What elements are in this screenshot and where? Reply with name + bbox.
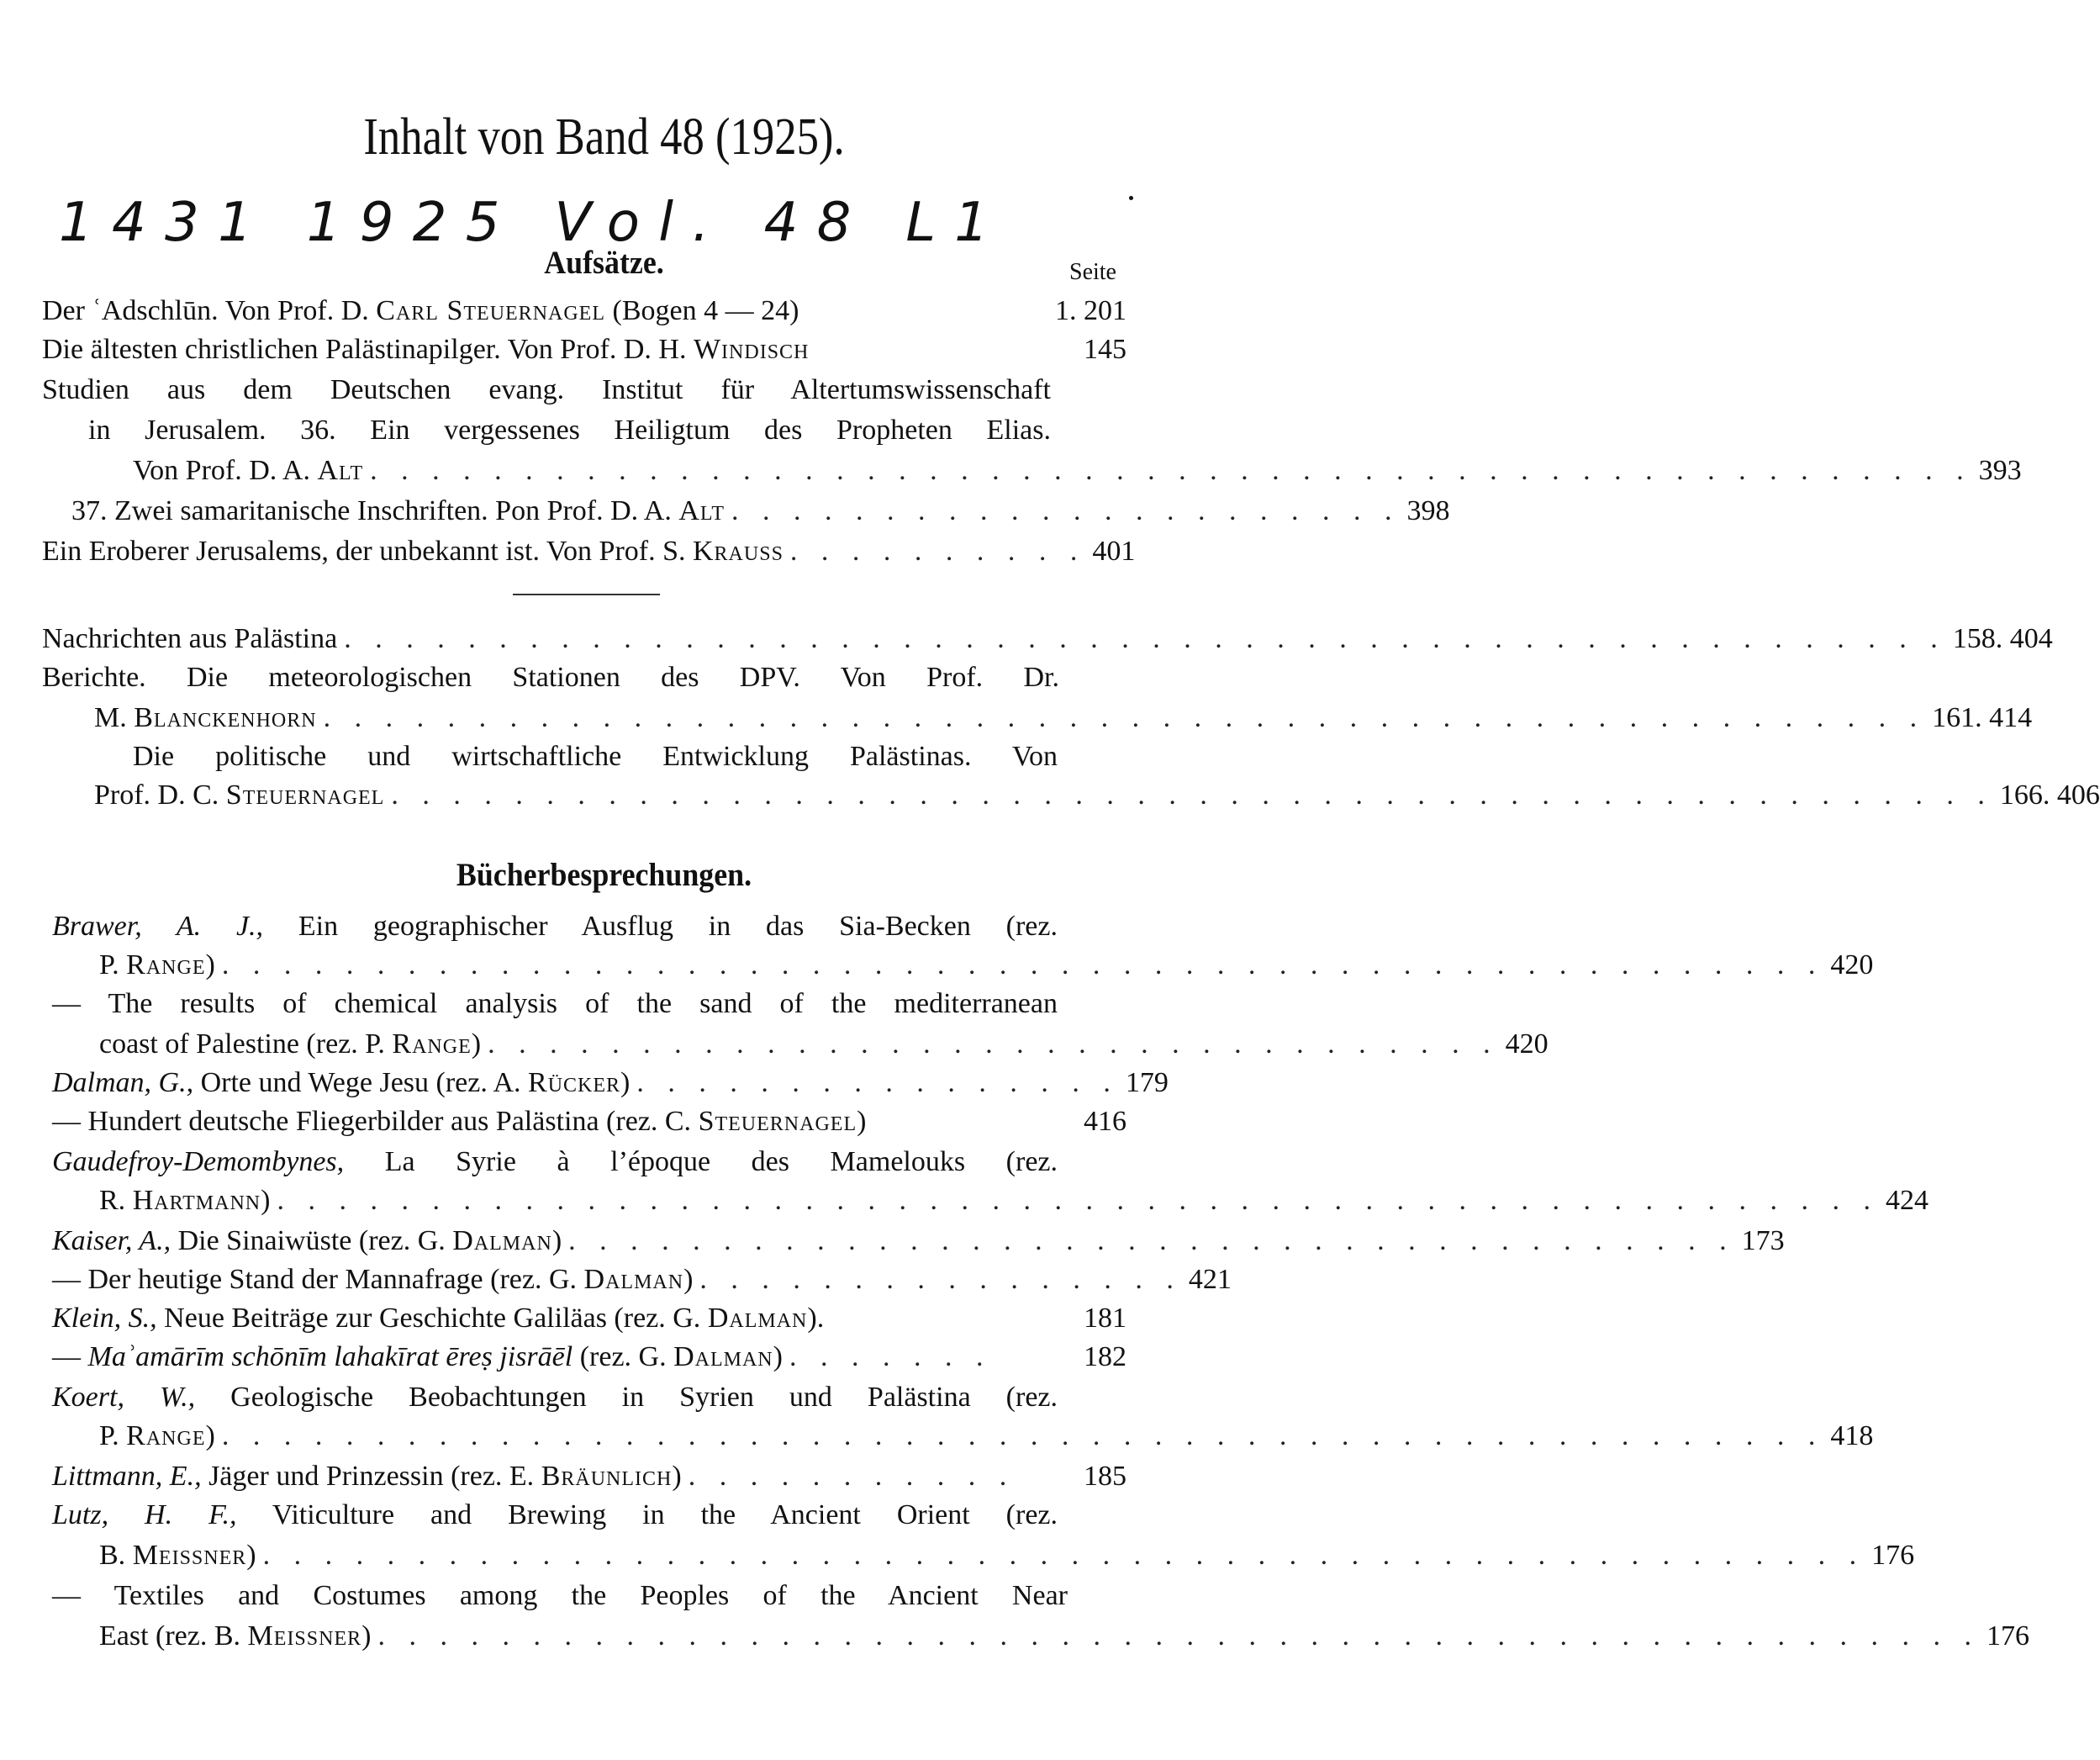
divider bbox=[513, 594, 660, 595]
toc-entry: Der ʿAdschlūn. Von Prof. D. Carl Steuernagel (Bogen 4 — 24) 1. 201 bbox=[42, 295, 1127, 326]
toc-entry: Ein Eroberer Jerusalems, der unbekannt ist. Von Prof. S. Krauss . . . . . . . . . . 401 bbox=[42, 536, 1136, 567]
page-number: 393 bbox=[1978, 455, 2022, 486]
review-entry: — Hundert deutsche Fliegerbilder aus Palästina (rez. C. Steuernagel) 416 bbox=[52, 1106, 1127, 1137]
page-number: 166. 406 bbox=[1999, 780, 2100, 811]
page-title: Inhalt von Band 48 (1925). bbox=[363, 108, 845, 166]
page-number: 185 bbox=[1084, 1461, 1127, 1492]
page-number: 182 bbox=[1084, 1341, 1127, 1372]
page-number: 398 bbox=[1406, 495, 1450, 526]
toc-entry: Die ältesten christlichen Palästinapilger. Von Prof. D. H. Windisch 145 bbox=[42, 334, 1127, 365]
toc-entry-line: Die politische und wirtschaftliche Entwicklung Palästinas. Von bbox=[133, 741, 1058, 772]
review-entry: coast of Palestine (rez. P. Range) . . . . . . . . . . . . . . . . . . . . . . . . . . . . . . . . . 420 bbox=[99, 1028, 1549, 1060]
shelfmark-text: 1431 1925 Vol. 48 L1 bbox=[59, 192, 992, 254]
page-number: 176 bbox=[1871, 1540, 1915, 1571]
review-entry: R. Hartmann) . . . . . . . . . . . . . . . . . . . . . . . . . . . . . . . . . . . . . . . . . . . . . . . . . . . . 424 bbox=[99, 1185, 1929, 1216]
page-number: 173 bbox=[1741, 1225, 1785, 1256]
page-number: 158. 404 bbox=[1952, 623, 2053, 654]
toc-entry-line: Studien aus dem Deutschen evang. Institut für Altertumswissenschaft bbox=[42, 374, 1051, 405]
review-line: — The results of chemical analysis of the sand of the mediterranean bbox=[52, 988, 1058, 1019]
section-heading-buecher: Bücherbesprechungen. bbox=[456, 857, 752, 893]
review-entry: P. Range) . . . . . . . . . . . . . . . . . . . . . . . . . . . . . . . . . . . . . . . . . . . . . . . . . . . . 420 bbox=[99, 949, 1874, 980]
review-entry: B. Meissner) . . . . . . . . . . . . . . . . . . . . . . . . . . . . . . . . . . . . . . . . . . . . . . . . . . . . 176 bbox=[99, 1540, 1915, 1571]
section-heading-aufsaetze: Aufsätze. bbox=[544, 245, 664, 281]
toc-entry: 37. Zwei samaritanische Inschriften. Pon Prof. D. A. Alt . . . . . . . . . . . . . . . . . . . . . . 398 bbox=[71, 495, 1450, 526]
toc-entry: Von Prof. D. A. Alt . . . . . . . . . . . . . . . . . . . . . . . . . . . . . . . . . . . . . . . . . . . . . . . . . . . . 393 bbox=[133, 455, 2022, 486]
page-number: 421 bbox=[1188, 1264, 1232, 1295]
page-number: 176 bbox=[1986, 1620, 2029, 1652]
toc-entry: Nachrichten aus Palästina . . . . . . . . . . . . . . . . . . . . . . . . . . . . . . . . . . . . . . . . . . . . . . . . . . . . 158. 404 bbox=[42, 623, 2053, 654]
review-entry: Dalman, G., Orte und Wege Jesu (rez. A. Rücker) . . . . . . . . . . . . . . . . 179 bbox=[52, 1067, 1169, 1098]
review-entry: — Maʾamārīm schōnīm lahakīrat ēreṣ jisrāēl (rez. G. Dalman) . . . . . . . 182 bbox=[52, 1341, 1127, 1372]
page-number: 179 bbox=[1125, 1067, 1169, 1098]
page-number: 181 bbox=[1084, 1303, 1127, 1334]
review-entry: — Der heutige Stand der Mannafrage (rez. G. Dalman) . . . . . . . . . . . . . . . . 421 bbox=[52, 1264, 1232, 1295]
page-number: 161. 414 bbox=[1932, 702, 2033, 733]
review-line: Lutz, H. F., Viticulture and Brewing in the Ancient Orient (rez. bbox=[52, 1499, 1058, 1530]
page-number: 401 bbox=[1092, 536, 1136, 567]
review-entry: Littmann, E., Jäger und Prinzessin (rez. E. Bräunlich) . . . . . . . . . . . 185 bbox=[52, 1461, 1127, 1492]
toc-entry-line: Berichte. Die meteorologischen Stationen des DPV. Von Prof. Dr. bbox=[42, 662, 1059, 693]
page-number: 424 bbox=[1885, 1185, 1929, 1216]
review-line: Brawer, A. J., Ein geographischer Ausflug in das Sia-Becken (rez. bbox=[52, 911, 1058, 942]
review-line: Gaudefroy-Demombynes, La Syrie à l’époque des Mamelouks (rez. bbox=[52, 1146, 1058, 1177]
page-number: 416 bbox=[1084, 1106, 1127, 1137]
page-number: 1. 201 bbox=[1055, 295, 1127, 326]
page-number: 420 bbox=[1830, 949, 1874, 980]
toc-entry: Prof. D. C. Steuernagel . . . . . . . . . . . . . . . . . . . . . . . . . . . . . . . . . . . . . . . . . . . . . . . . . . . . 166. 406 bbox=[94, 780, 2100, 811]
page-number: 145 bbox=[1084, 334, 1127, 365]
review-entry: Kaiser, A., Die Sinaiwüste (rez. G. Dalman) . . . . . . . . . . . . . . . . . . . . . . . . . . . . . . . . . . . . . . 173 bbox=[52, 1225, 1785, 1256]
page-number: 418 bbox=[1830, 1420, 1874, 1451]
toc-entry: M. Blanckenhorn . . . . . . . . . . . . . . . . . . . . . . . . . . . . . . . . . . . . . . . . . . . . . . . . . . . . 161. 414 bbox=[94, 702, 2033, 733]
review-line: — Textiles and Costumes among the Peoples of the Ancient Near bbox=[52, 1580, 1068, 1611]
seite-label: Seite bbox=[1069, 259, 1116, 285]
review-entry: East (rez. B. Meissner) . . . . . . . . . . . . . . . . . . . . . . . . . . . . . . . . . . . . . . . . . . . . . . . . . . . . 176 bbox=[99, 1620, 2029, 1652]
review-entry: P. Range) . . . . . . . . . . . . . . . . . . . . . . . . . . . . . . . . . . . . . . . . . . . . . . . . . . . . 418 bbox=[99, 1420, 1874, 1451]
page-number: 420 bbox=[1505, 1028, 1549, 1060]
review-entry: Klein, S., Neue Beiträge zur Geschichte Galiläas (rez. G. Dalman). 181 bbox=[52, 1303, 1127, 1334]
toc-entry-line: in Jerusalem. 36. Ein vergessenes Heiligtum des Propheten Elias. bbox=[88, 415, 1051, 446]
ink-dot bbox=[1129, 196, 1133, 200]
review-line: Koert, W., Geologische Beobachtungen in Syrien und Palästina (rez. bbox=[52, 1382, 1058, 1413]
